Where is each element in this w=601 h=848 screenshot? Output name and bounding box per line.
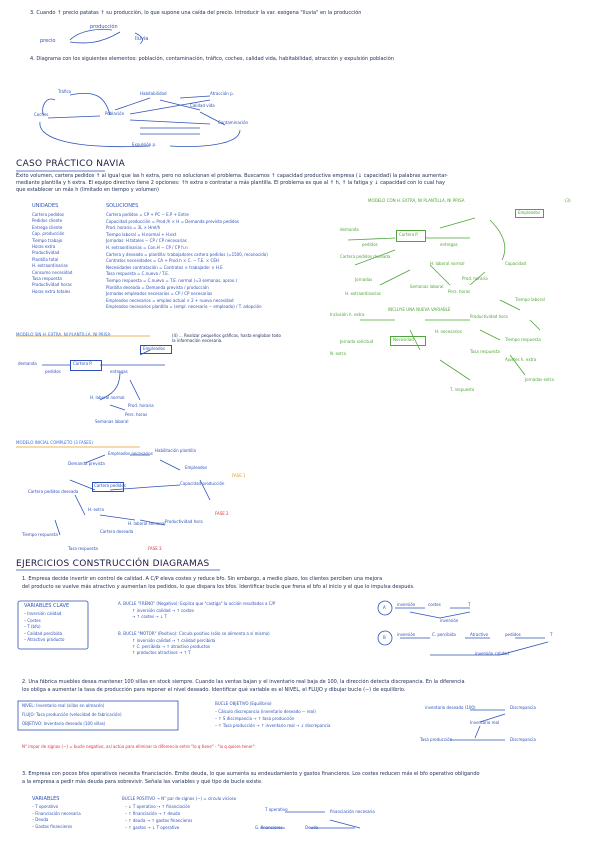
green-node-entregas: entregas: [440, 242, 458, 247]
mf-node-demanda: Demanda prevista: [68, 461, 105, 466]
green-node-tiempo-laboral: Tiempo laboral: [515, 297, 545, 302]
ex1-vars-item: – Calidad percibida: [24, 630, 63, 636]
solutions-list-item: Contratos necesidades = CA + Prod.h × C. − T.E. × CEH: [106, 258, 219, 264]
q4-node-trafico: Tráfico: [58, 89, 72, 94]
ex1-diagA-T: T: [468, 602, 471, 607]
solutions-list-item: Tasa respuesta = C.nueva / T.E.: [106, 271, 170, 277]
ex3-loop-1: – ↓ T operativo → ↑ financiación: [125, 804, 191, 809]
mh-node-pedidos: pedidos: [45, 369, 61, 374]
mf-node-cartera: Cartera pedidos: [94, 483, 127, 488]
ex1-loopB-title: B. BUCLE "MOTOR" (Positivo): Circula positivo (sólo se alimenta a sí mismo): [118, 631, 270, 636]
q3-text: 3. Cuando ↑ precio patatas ↑ su producción, lo que supone una caída del precio. Introducir la var. exógena "lluvia" en la producción: [30, 10, 362, 16]
mf-node-h-extra: H. extra: [88, 507, 104, 512]
units-list-item: Tiempo trabajo: [32, 237, 63, 243]
solutions-list-item: Necesidades contratación = Contratos × trabajador × H.E: [106, 264, 223, 270]
ex1-diagB-inversion: inversión: [397, 632, 416, 637]
case-title: CASO PRÁCTICO NAVIA: [16, 159, 126, 169]
green-node-h-laboral: H. laboral normal: [430, 261, 465, 266]
green-node-t-respuesta: T. respuesta: [450, 387, 475, 392]
case-line-1: Éxito volumen, cartera pedidos ↑ al igual que las h extra, pero no solucionan el problema. Buscamos ↑ capacidad productiva empresa (↓ capacidad) la palabras aumentar-: [16, 173, 448, 179]
mf-node-cartera-deseada-2: Cartera deseada: [100, 529, 134, 534]
case-line-3: que establecer un máx h (limitado en tiempo y volumen): [16, 187, 159, 193]
green-node-tasa-respuesta: Tasa respuesta: [470, 349, 500, 354]
units-list-item: Consumo necesidad: [32, 269, 73, 275]
green-node-productividad: Productividad hora: [470, 314, 508, 319]
ex1-line-2: del producto se vuelve más atractivo y aumentan los pedidos, lo que dispara los bfos. Identificar bucle que frena el bfo al inicio y el que lo impulsa después.: [22, 584, 415, 590]
units-list-item: Productividad horas: [32, 282, 72, 288]
green-node-semanas: Semanas laboral: [410, 284, 444, 289]
ex1-line-1: 1. Empresa decide invertir en control de calidad. A C/P eleva costes y reduce bfo. Sin embargo, a medio plazo, los clientes perciben una mejora: [22, 576, 383, 582]
mh-node-empleados: Empleados: [143, 346, 166, 351]
units-list-item: Cartera pedidos: [32, 212, 65, 217]
green-model-tag: (3): [565, 198, 571, 203]
units-header: UNIDADES: [32, 203, 59, 209]
ex1-vars-header: VARIABLES CLAVE: [24, 603, 70, 609]
mf-node-tasa-respuesta: Tasa respuesta: [68, 546, 98, 551]
fase-3-label: FASE 3: [148, 546, 162, 551]
ex2-diag-deseado: inventario deseado (100): [425, 705, 476, 710]
q3-node-lluvia: lluvia: [135, 36, 149, 42]
ex2-loop-title: BUCLE OBJETIVO (Equilibrio): [215, 701, 272, 706]
arrow-contaminacion-expulsion: [170, 130, 240, 147]
q4-node-expulsion: Expulsión p.: [132, 142, 157, 147]
ex3-diag-deuda: Deuda: [305, 825, 319, 830]
solutions-list-item: Plantilla deseada = Demanda prevista / producción: [106, 284, 209, 290]
ex2-loop-3: – ↑ Tasa producción → ↑ inventario real → ↓ discrepancia: [215, 723, 331, 728]
green-node-pedidos: pedidos: [362, 242, 378, 247]
green-arrow-2: [490, 220, 505, 260]
mf-node-cartera-deseada: Cartera pedidos deseada: [28, 489, 79, 494]
ex1-diagA-costes: costes: [428, 602, 441, 607]
fase-1-label: FASE 1: [232, 473, 246, 478]
ex1-circle-A-label: A: [383, 605, 386, 610]
exercises-title: EJERCICIOS CONSTRUCCIÓN DIAGRAMAS: [16, 559, 210, 569]
ex2-line-2: los obliga a aumentar la tasa de producción para reponer el nivel deseado. Identificar qué variable es el NIVEL, el FLUJO y dibujar bucle (−) de equilibrio.: [22, 687, 406, 693]
arrow-poblacion-contaminacion: [130, 120, 210, 124]
mf-node-empleados: Empleados: [185, 465, 208, 470]
solutions-list-item: Jornadas: H.totales − CP / CP necesarias: [106, 238, 187, 244]
solutions-list-item: Cartera y deseado = plantilla: trabajadores cartera pedidos (=1500, reconocido): [106, 251, 268, 257]
solutions-list-item: Jornadas empleados necesarios = CP / CP necesarias: [106, 291, 213, 297]
green-node-necesidad: Necesidad: [393, 337, 414, 342]
green-node-capacidad: Capacidad: [505, 261, 527, 266]
units-list-item: Productividad: [32, 250, 60, 256]
ex2-def-objetivo: OBJETIVO: Inventario deseado (100 sillas): [22, 721, 106, 726]
ex2-def-nivel: NIVEL: Inventario real (sillas en almacén): [22, 703, 105, 708]
green-arrow-4: [430, 265, 485, 285]
ex1-diagB-pedidos: pedidos: [505, 632, 521, 637]
arrow-coches-poblacion: [48, 116, 100, 118]
ex2-loop-1: – Cálculo discrepancia (inventario deseado − real): [215, 709, 316, 714]
mh-node-pers-horas: Pers. horas: [125, 412, 148, 417]
units-list-item: Pedidos cliente: [32, 218, 63, 224]
ex3-diag-t-operativo: T operativo: [265, 807, 288, 812]
ex1-loopB-3: ↑ productos atractivos → ↑ T: [132, 650, 191, 655]
green-node-cartera: Cartera P.: [399, 232, 419, 237]
q4-node-coches: Coches: [34, 112, 49, 117]
ex3-diag-financiacion: financiación necesaria: [330, 809, 375, 814]
units-list-item: Cap. producción: [32, 231, 65, 237]
solutions-list-item: Empleados necesarios plantilla = (empl. necesario − empleado) / T. adopción: [106, 304, 262, 310]
q4-node-atraccion: Atracción p.: [210, 91, 234, 96]
arrow-produccion-precio: [70, 32, 120, 43]
ex2-diag-discrepancia-2: Discrepancia: [510, 737, 536, 742]
green-arrow-1: [440, 218, 475, 228]
model-hours-title: MODELO SIN H. EXTRA, NI PLANTILLA, NI PRISA: [16, 332, 111, 337]
ex1-loopB-1: ↑ inversión calidad → ↑ calidad percibida: [132, 638, 216, 643]
green-node-inclusion: Inclusión h. extra: [330, 312, 365, 317]
q3-node-precio: precio: [40, 38, 56, 44]
units-list-item: Horas extra: [32, 244, 56, 249]
green-node-jornadas-extra: Jornadas extra: [525, 377, 554, 382]
green-node-pers-horas: Pers. horas: [448, 289, 471, 294]
green-node-h-extraordinarias: H. extraordinarias: [345, 291, 381, 296]
ex1-diagA-inversion-2: inversión: [440, 618, 459, 623]
loop-markers: [140, 128, 200, 134]
solutions-list-item: Empleados necesarios = empleo actual × 2 + nuevo necesidad: [106, 297, 234, 303]
green-node-tiempo-respuesta: Tiempo respuesta: [505, 337, 541, 342]
ex1-diagB-inversion-calidad: inversión calidad: [475, 651, 509, 656]
ex1-vars-item: – Inversión calidad: [24, 611, 62, 616]
model-hours-note: (4) ... Realizar pequeños gráficos, hasta englobar todo la información necesaria.: [172, 333, 281, 344]
ex3-line-1: 3. Empresa con pocos bfos operativos necesita financiación. Emite deuda, lo que aumenta su endeudamiento y gastos financieros. Los costes reducen más el bfo operativo obligando: [22, 771, 480, 777]
ex1-vars-item: – T (bfo): [24, 624, 41, 629]
q4-node-calidad: Calidad vida: [190, 103, 215, 108]
mh-node-h-laboral: H. laboral normal: [90, 395, 125, 400]
arrow-habitabilidad-atraccion: [180, 96, 210, 98]
ex3-loop-4: – ↑ gastos → ↓ T operativo: [125, 825, 180, 830]
green-node-jornadas: Jornadas: [355, 277, 373, 282]
ex2-diag-inventario: Inventario real: [470, 720, 500, 725]
mh-node-demanda: demanda: [18, 361, 37, 366]
fase-2-label: FASE 2: [215, 511, 229, 516]
green-node-demanda: demanda: [340, 227, 359, 232]
q4-node-poblacion: Población: [105, 111, 125, 116]
ex1-diagA-inversion: inversión: [397, 602, 416, 607]
ex2-diag: [450, 710, 505, 740]
solutions-list-item: Capacidad producción = Prod./h × H = Demanda prevista pedidos: [106, 218, 240, 224]
mf-node-habilitacion: Habilitación plantilla: [155, 448, 196, 453]
arrow-precio-produccion: [70, 29, 112, 40]
q4-node-contaminacion: Contaminación: [218, 120, 249, 125]
ex3-vars-header: VARIABLES: [32, 796, 60, 802]
ex2-line-1: 2. Una fábrica muebles desea mantener 100 sillas en stock siempre. Cuando las ventas bajan y el inventario real baja de 100, la dirección detecta discrepancia. En la diferencia: [22, 679, 465, 685]
mh-node-entregas: entregas: [110, 369, 128, 374]
units-list-item: Tasa respuesta: [32, 276, 62, 281]
ex1-loopA-1: ↑ inversión calidad → ↑ costes: [132, 608, 194, 613]
green-model-title: MODELO CON H. EXTRA, NI PLANTILLA, NI PRISA: [368, 198, 465, 203]
ex1-diagB-cpercibida: C. percibida: [432, 632, 456, 637]
model-hours-arrow-3: [110, 405, 125, 410]
mf-node-tiempo-respuesta: Tiempo respuesta: [22, 532, 58, 537]
ex1-diagA: [395, 608, 470, 618]
green-node-empleados: Empleados: [518, 210, 541, 215]
solutions-list-item: Prod. horaria = 3L × Hrel/h: [106, 225, 161, 231]
mf-node-productividad: Productividad hora: [165, 519, 203, 524]
ex3-loop-3: – ↑ deuda → ↑ gastos financieros: [125, 818, 193, 823]
mf-node-h-laboral: H. laboral semanal: [128, 521, 166, 526]
green-node-h-necesarios: H. necesarios: [435, 329, 462, 334]
ex1-circle-B-label: B: [383, 635, 386, 640]
mf-node-empl-necesarios: Empleados necesarios: [108, 451, 153, 456]
case-line-2: mediante plantilla y h extra. El equipo directivo tiene 2 opciones: ↑h extra o contratar a más plantilla. El problema es que al ↑ h, ↑ la fatiga y ↓ capacidad con lo cual hay: [16, 180, 446, 186]
ex1-loopB-2: ↑ C. percibida → ↑ atractivo productos: [132, 644, 210, 649]
ex1-vars-item: – Atractivo producto: [24, 637, 65, 642]
ex2-diag-discrepancia: Discrepancia: [510, 705, 536, 710]
ex3-vars-item: – T operativo: [32, 804, 59, 809]
ex3-vars-item: – Financiación necesaria: [32, 810, 81, 816]
units-list-item: Horas extra totales: [32, 288, 71, 294]
mh-node-semanas: Semanas laboral: [95, 419, 129, 424]
model-full-title: MODELO INICIAL COMPLETO (3 FASES): [16, 440, 93, 445]
arrow-poblacion-habitabilidad: [115, 98, 150, 110]
ex3-diag-gastos: G. financieros: [255, 825, 283, 830]
solutions-list-item: Tiempo laboral = H.normal + H.ext: [106, 231, 177, 237]
ex1-loopA-title: A. BUCLE "FRENO" (Negativo): Explica que "castiga" la acción resultados a C/P: [118, 601, 276, 606]
ex2-loop-2: – ↑ S discrepancia → ↑ tasa producción: [215, 716, 295, 721]
green-node-ajustes: Ajustes h. extra: [505, 357, 537, 362]
units-list-item: Entrega cliente: [32, 224, 63, 230]
green-node-prod-horaria: Prod. horaria: [462, 276, 488, 281]
solutions-list-item: H. extraordinarias = Con.H − CP / CP h.n: [106, 245, 188, 250]
mh-node-cartera: Cartera P.: [73, 361, 93, 366]
units-list-item: Plantilla total: [32, 256, 59, 262]
model-hours-arrow-4: [130, 380, 140, 400]
green-note: INCLUYE UNA NUEVA VARIABLE: [388, 307, 451, 312]
solutions-list-item: Cartera pedidos = CP + PC − E.P + Entre: [106, 212, 189, 217]
green-node-n-extra: N. extra: [330, 351, 346, 356]
ex3-line-2: a la empresa a pedir más deuda para sobrevivir. Señala las variables y qué tipo de bucle existe.: [22, 779, 263, 785]
ex3-loop-title: BUCLE POSITIVO → N° par de signos (−) = círculo vicioso: [122, 796, 237, 801]
units-list-item: H. extraordinarias: [32, 263, 68, 269]
mf-node-capacidad: Capacidad producción: [180, 481, 225, 486]
ex1-diagB-T: T: [550, 632, 553, 637]
green-node-jornada-solicitud: Jornada solicitud: [340, 339, 374, 344]
solutions-header: SOLUCIONES: [106, 203, 139, 209]
arrow-trafico-poblacion: [70, 93, 110, 115]
solutions-list-item: Tiempo respuesta = C.nuevo = T.E. normal (=3 semanas, aprox.): [106, 278, 237, 283]
q3-node-produccion: producción: [90, 24, 118, 30]
ex1-loopA-2: → ↑ costes → ↓ T: [132, 614, 168, 619]
ex3-loop-2: – ↑ financiación → ↑ deuda: [125, 811, 181, 816]
ex1-diagB: [400, 638, 548, 655]
ex2-note: N° impar de signos (−) = bucle negativo, así actúa para eliminar la diferencia entre "lo q tiene" - "lo q quiere tener": [22, 744, 255, 749]
mh-node-prod-horaria: Prod. horaria: [128, 403, 154, 408]
ex3-vars-item: – Gastos financieros: [32, 823, 73, 829]
ex3-vars-item: – Deuda: [32, 817, 49, 822]
q4-node-habitabilidad: Habitabilidad: [140, 91, 167, 96]
q4-text: 4. Diagrama con los siguientes elementos: población, contaminación, tráfico, coches, calidad vida, habitabilidad, atracción y expulsión población: [30, 56, 394, 62]
ex1-vars-item: – Costes: [24, 617, 41, 623]
ex1-diagB-atractivo: Atractivo: [470, 632, 489, 637]
green-node-cartera-deseada: Cartera pedidos deseada: [340, 254, 391, 259]
ex2-def-flujo: FLUJO: Tasa producción (velocidad de fabricación): [22, 712, 122, 717]
ex2-diag-tasa: Tasa producción: [420, 737, 453, 742]
